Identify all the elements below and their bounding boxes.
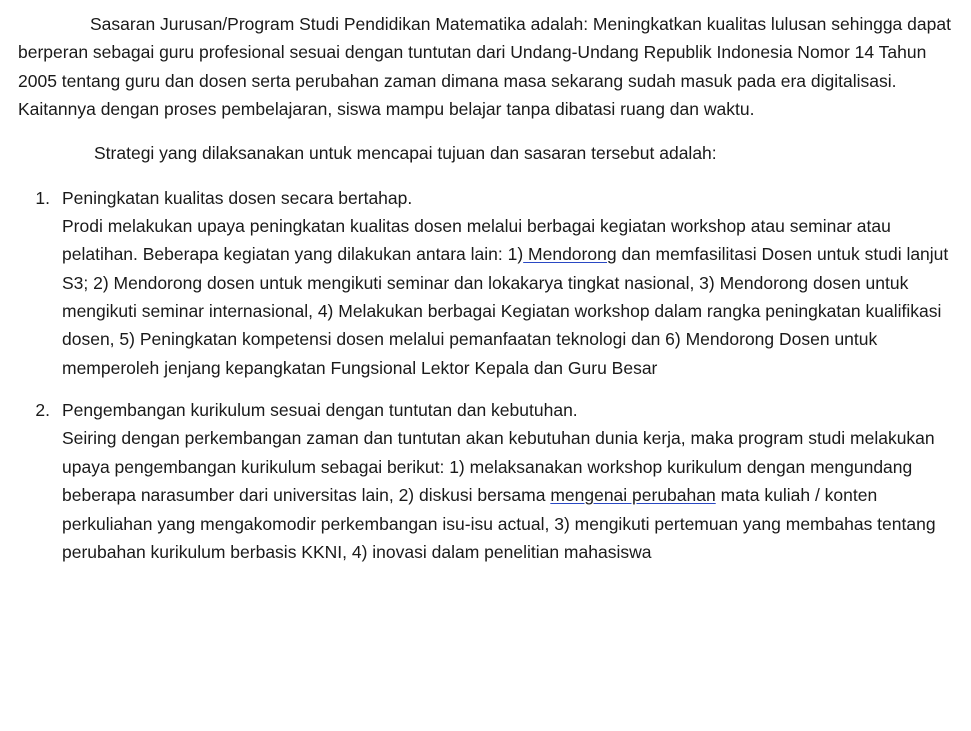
list-item-body (62, 184, 953, 382)
strategy-lead-paragraph: Strategi yang dilaksanakan untuk mencapai tujuan dan sasaran tersebut adalah: (94, 143, 717, 164)
list-item-body (62, 396, 953, 566)
underlined-phrase: mengenai perubahan (550, 485, 716, 506)
list-item-text-after: dan memfasilitasi Dosen untuk studi lanjut S3; 2) Mendorong dosen untuk mengikuti seminar dan lokakarya tingkat nasional, 3) Mendorong dosen untuk mengikuti seminar internasional, 4) Melakukan berbagai Kegiatan workshop dalam rangka peningkatan kualifikasi dosen, 5) Peningkatan kompetensi dosen melalui pemanfaatan teknologi dan 6) Mendorong Dosen untuk memperoleh jenjang kepangkatan Fungsional Lektor Kepala dan Guru Besar (62, 244, 949, 378)
list-item-number: 1. (35, 187, 50, 208)
list-item-text (62, 424, 953, 566)
paragraph-spacer (18, 129, 953, 139)
list-item-text-before: Prodi melakukan upaya peningkatan kualitas dosen melalui berbagai kegiatan workshop atau seminar atau pelatihan. Beberapa kegiatan yang dilakukan antara lain: 1) (62, 216, 891, 265)
underlined-phrase: Mendorong (523, 244, 617, 265)
list-item-number: 2. (35, 400, 50, 421)
strategy-list (18, 184, 953, 566)
list-item-title: Pengembangan kurikulum sesuai dengan tuntutan dan kebutuhan. (62, 400, 578, 421)
list-item (18, 396, 953, 566)
list-spacer (18, 174, 953, 184)
list-item-text-after: mata kuliah / konten perkuliahan yang mengakomodir perkembangan isu-isu actual, 3) mengikuti pertemuan yang membahas tentang perubahan kurikulum berbasis KKNI, 4) inovasi dalam penelitian mahasiswa (62, 485, 936, 562)
intro-paragraph: Sasaran Jurusan/Program Studi Pendidikan Matematika adalah: Meningkatkan kualitas lulusan sehingga dapat berperan sebagai guru profesional sesuai dengan tuntutan dari Undang-Undang Republik Indonesia Nomor 14 Tahun 2005 tentang guru dan dosen serta perubahan zaman dimana masa sekarang sudah masuk pada era digitalisasi. Kaitannya dengan proses pembelajaran, siswa mampu belajar tanpa dibatasi ruang dan waktu. (18, 14, 951, 120)
list-item-text-before: Seiring dengan perkembangan zaman dan tuntutan akan kebutuhan dunia kerja, maka program studi melakukan upaya pengembangan kurikulum sebagai berikut: 1) melaksanakan workshop kurikulum dengan mengundang beberapa narasumber dari universitas lain, 2) diskusi bersama (62, 428, 935, 506)
list-item (18, 184, 953, 382)
list-item-title: Peningkatan kualitas dosen secara bertahap. (62, 187, 413, 208)
list-item-text (62, 212, 953, 382)
